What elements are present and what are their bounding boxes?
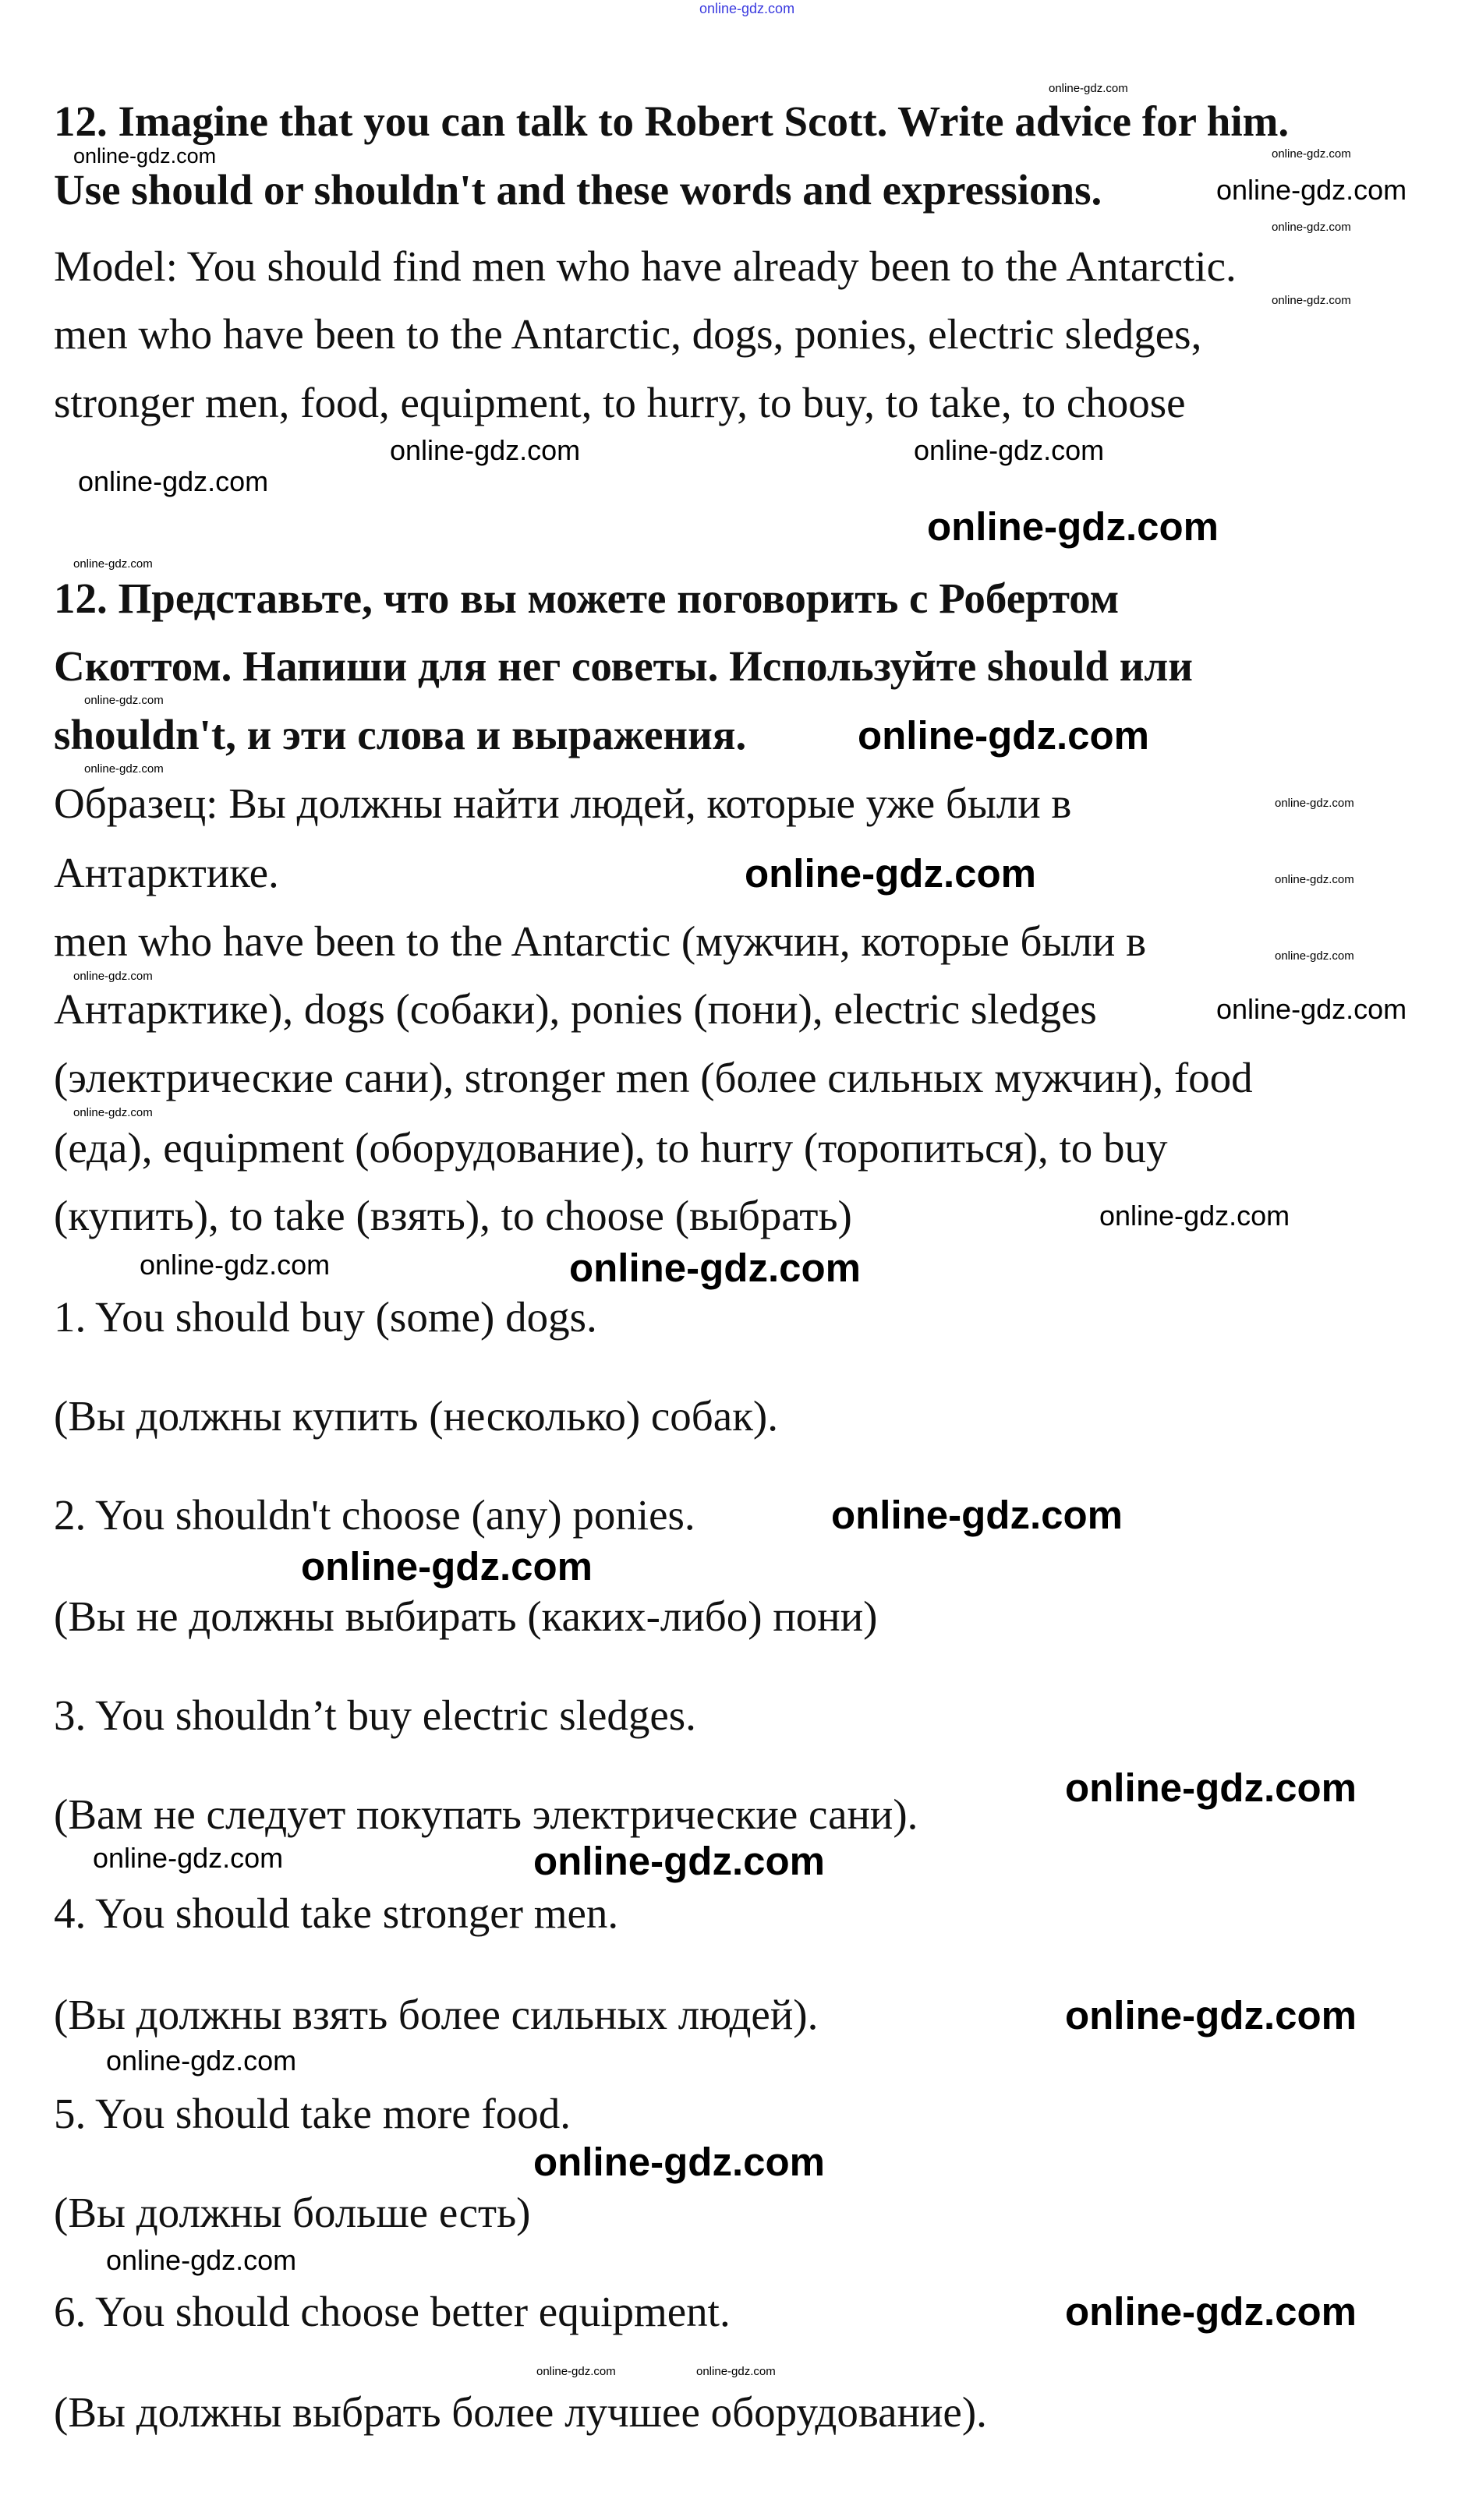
- word-list-line: men who have been to the Antarctic, dogs, ponies, electric sledges,: [54, 310, 1202, 358]
- watermark: online-gdz.com: [1272, 147, 1351, 161]
- word-list-line: Антарктике), dogs (собаки), ponies (пони), electric sledges: [54, 985, 1097, 1033]
- answer-en: 3. You shouldn’t buy electric sledges.: [54, 1691, 696, 1739]
- word-list-line: (купить), to take (взять), to choose (выбрать): [54, 1192, 852, 1239]
- heading-line: 12. Imagine that you can talk to Robert Scott. Write advice for him.: [54, 97, 1290, 145]
- word-list-line: men who have been to the Antarctic (мужчин, которые были в: [54, 917, 1147, 965]
- answer-en: 6. You should choose better equipment.: [54, 2288, 731, 2335]
- word-list-line: (электрические сани), stronger men (более сильных мужчин), food: [54, 1054, 1253, 1101]
- watermark: online-gdz.com: [858, 713, 1149, 758]
- heading-line: Use should or shouldn't and these words and expressions.: [54, 166, 1102, 214]
- watermark: online-gdz.com: [696, 2365, 776, 2378]
- watermark: online-gdz.com: [1216, 174, 1407, 206]
- answer-ru: (Вам не следует покупать электрические сани).: [54, 1790, 918, 1838]
- word-list-line: (еда), equipment (оборудование), to hurry (торопиться), to buy: [54, 1124, 1168, 1172]
- heading-line: 12. Представьте, что вы можете поговорить с Робертом: [54, 574, 1120, 622]
- watermark: online-gdz.com: [301, 1544, 593, 1589]
- answer-ru: (Вы должны больше есть): [54, 2189, 531, 2236]
- word-list-line: stronger men, food, equipment, to hurry, to buy, to take, to choose: [54, 379, 1186, 426]
- watermark: online-gdz.com: [84, 694, 164, 707]
- watermark: online-gdz.com: [93, 1842, 284, 1874]
- watermark: online-gdz.com: [1272, 294, 1351, 307]
- watermark: online-gdz.com: [73, 970, 153, 983]
- watermark: online-gdz.com: [745, 851, 1036, 896]
- answer-en: 4. You should take stronger men.: [54, 1889, 619, 1937]
- watermark: online-gdz.com: [1272, 221, 1351, 234]
- watermark: online-gdz.com: [536, 2365, 616, 2378]
- watermark: online-gdz.com: [390, 434, 581, 466]
- watermark: online-gdz.com: [927, 504, 1219, 549]
- watermark: online-gdz.com: [1065, 2289, 1357, 2334]
- watermark: online-gdz.com: [533, 1839, 825, 1883]
- watermark: online-gdz.com: [914, 434, 1105, 466]
- watermark: online-gdz.com: [73, 557, 153, 571]
- answer-en: 2. You shouldn't choose (any) ponies.: [54, 1491, 695, 1539]
- answer-ru: (Вы должны купить (несколько) собак).: [54, 1392, 778, 1440]
- watermark: online-gdz.com: [106, 2045, 297, 2076]
- watermark: online-gdz.com: [831, 1493, 1123, 1537]
- watermark: online-gdz.com: [1275, 873, 1354, 886]
- watermark: online-gdz.com: [569, 1246, 861, 1290]
- watermark: online-gdz.com: [1099, 1200, 1290, 1232]
- model-text: Антарктике.: [54, 849, 279, 896]
- watermark: online-gdz.com: [106, 2244, 297, 2276]
- watermark: online-gdz.com: [1275, 797, 1354, 810]
- watermark: online-gdz.com: [78, 465, 269, 497]
- watermark: online-gdz.com: [699, 1, 795, 16]
- watermark: online-gdz.com: [1275, 949, 1354, 963]
- heading-line: Скоттом. Напиши для нег советы. Используйте should или: [54, 642, 1193, 690]
- answer-en: 5. You should take more food.: [54, 2090, 571, 2137]
- model-text: Образец: Вы должны найти людей, которые уже были в: [54, 779, 1072, 827]
- watermark: online-gdz.com: [1065, 1765, 1357, 1810]
- watermark: online-gdz.com: [1065, 1993, 1357, 2038]
- answer-en: 1. You should buy (some) dogs.: [54, 1293, 597, 1341]
- watermark: online-gdz.com: [84, 762, 164, 776]
- watermark: online-gdz.com: [73, 144, 217, 168]
- answer-ru: (Вы не должны выбирать (каких-либо) пони): [54, 1592, 878, 1640]
- answer-ru: (Вы должны взять более сильных людей).: [54, 1991, 819, 2038]
- model-text: Model: You should find men who have already been to the Antarctic.: [54, 242, 1237, 290]
- heading-line: shouldn't, и эти слова и выражения.: [54, 711, 747, 758]
- watermark: online-gdz.com: [1049, 82, 1128, 95]
- watermark: online-gdz.com: [1216, 993, 1407, 1025]
- watermark: online-gdz.com: [140, 1249, 331, 1281]
- answer-ru: (Вы должны выбрать более лучшее оборудование).: [54, 2388, 987, 2436]
- watermark: online-gdz.com: [73, 1106, 153, 1119]
- watermark: online-gdz.com: [533, 2140, 825, 2184]
